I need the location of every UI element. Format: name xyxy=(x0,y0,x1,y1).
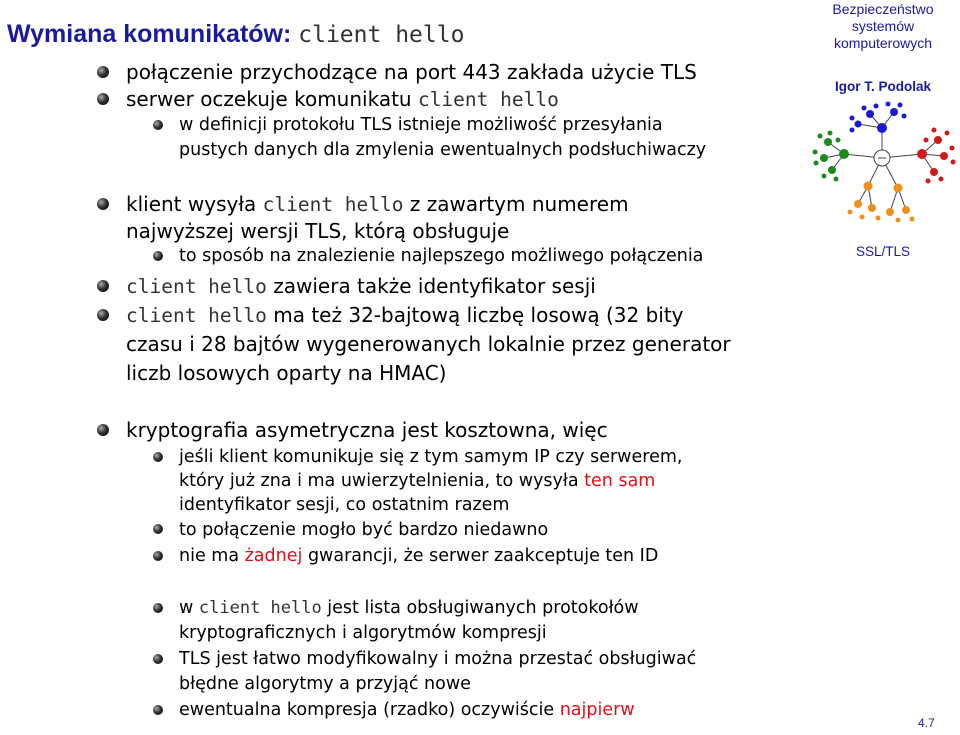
sub-list-item: to połączenie mogło być bardzo niedawno xyxy=(179,520,549,540)
bullet-icon xyxy=(97,424,109,436)
sidebar: Bezpieczeństwo systemów komputerowych Igor T. Podolak SSL/TLS xyxy=(806,0,960,735)
sub-list-item: ewentualna kompresja (rzadko) oczywiście najpierw xyxy=(179,700,635,720)
list-item: serwer oczekuje komunikatu client hello xyxy=(126,87,559,111)
sub-list-item: TLS jest łatwo modyfikowalny i można przestać obsługiwać xyxy=(179,649,697,669)
page-number: 4.7 xyxy=(918,716,935,730)
sub-list-item-cont: który już zna i ma uwierzytelnienia, to wysyła ten sam xyxy=(179,471,656,491)
bullet-icon xyxy=(153,452,163,462)
bullet-icon xyxy=(97,309,109,321)
title-code: client hello xyxy=(298,22,465,48)
list-item-cont: najwyższej wersji TLS, którą obsługuje xyxy=(126,219,510,243)
list-item: client hello zawiera także identyfikator sesji xyxy=(126,274,596,298)
title-text: Wymiana komunikatów: xyxy=(7,20,299,48)
sub-list-item-cont: błędne algorytmy a przyjąć nowe xyxy=(179,674,471,694)
list-item: kryptografia asymetryczna jest kosztowna, więc xyxy=(126,418,608,442)
list-item-cont: czasu i 28 bajtów wygenerowanych lokalnie przez generator xyxy=(126,332,731,356)
bullet-icon xyxy=(97,66,109,78)
bullet-icon xyxy=(97,280,109,292)
bullet-icon xyxy=(153,551,163,561)
section-name: SSL/TLS xyxy=(855,244,911,259)
list-item-cont: liczb losowych oparty na HMAC) xyxy=(126,361,447,385)
sub-list-item: jeśli klient komunikuje się z tym samym IP czy serwerem, xyxy=(179,447,683,467)
tree-logo-icon xyxy=(810,100,956,224)
author-name: Igor T. Podolak xyxy=(834,79,931,94)
bullet-icon xyxy=(153,705,163,715)
list-item: połączenie przychodzące na port 443 zakłada użycie TLS xyxy=(126,60,697,84)
list-item: client hello ma też 32-bajtową liczbę losową (32 bity xyxy=(126,303,684,327)
bullet-icon xyxy=(153,654,163,664)
sub-list-item-cont: identyfikator sesji, co ostatnim razem xyxy=(179,495,510,515)
sub-list-item-cont: pustych danych dla zmylenia ewentualnych podsłuchiwaczy xyxy=(179,140,707,160)
bullet-icon xyxy=(97,93,109,105)
list-item: klient wysyła client hello z zawartym numerem xyxy=(126,192,629,216)
sub-list-item: w client hello jest lista obsługiwanych protokołów xyxy=(179,598,639,618)
slide-title xyxy=(7,19,464,50)
sub-list-item: w definicji protokołu TLS istnieje możliwość przesyłania xyxy=(179,115,663,135)
sub-list-item-cont: kryptograficznych i algorytmów kompresji xyxy=(179,623,547,643)
bullet-icon xyxy=(153,120,163,130)
bullet-icon xyxy=(97,198,109,210)
sub-list-item: nie ma żadnej gwarancji, że serwer zaakceptuje ten ID xyxy=(179,546,659,566)
sub-list-item: to sposób na znalezienie najlepszego możliwego połączenia xyxy=(179,246,704,266)
bullet-icon xyxy=(153,603,163,613)
bullet-icon xyxy=(153,251,163,261)
bullet-icon xyxy=(153,524,163,534)
